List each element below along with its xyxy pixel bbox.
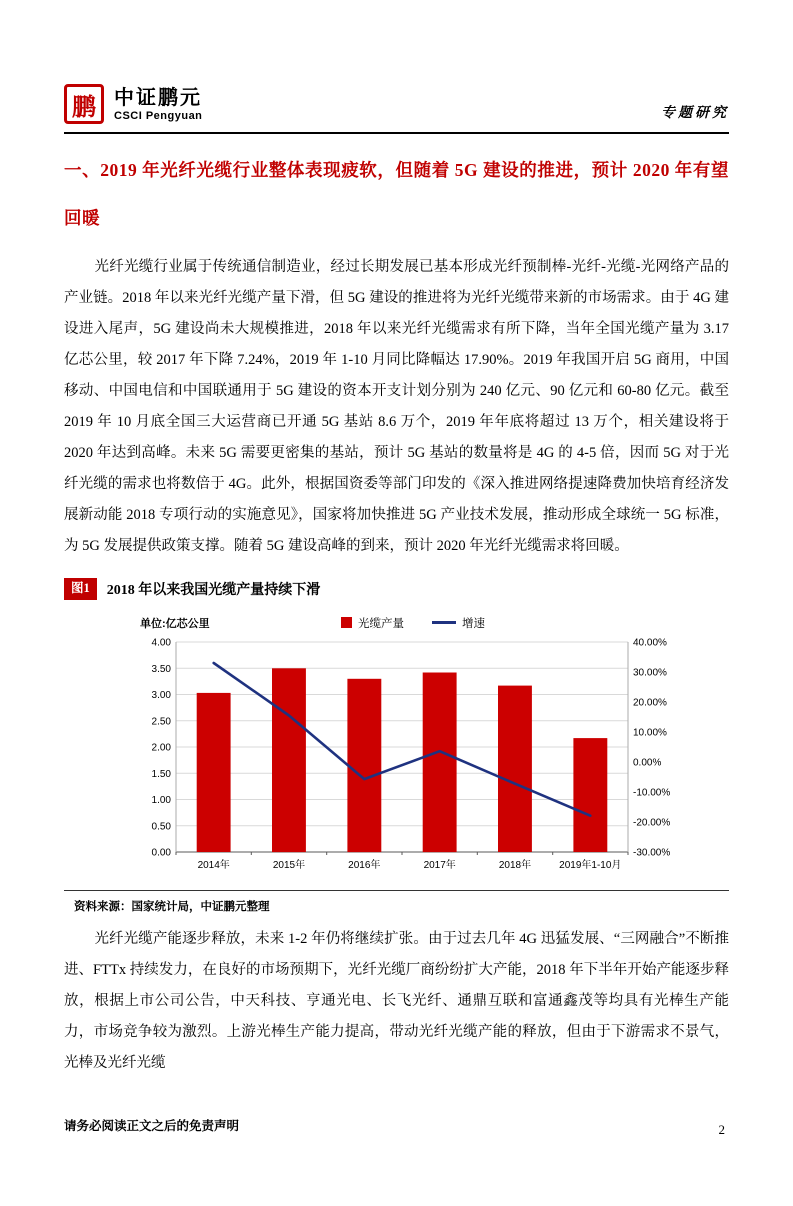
brand-text — [114, 87, 202, 122]
figure-source: 资料来源：国家统计局，中证鹏元整理 — [64, 890, 729, 914]
legend-label-growth: 增速 — [462, 617, 485, 630]
svg-text:-30.00%: -30.00% — [633, 847, 671, 858]
svg-text:-20.00%: -20.00% — [633, 817, 671, 828]
footer-disclaimer: 请务必阅读正文之后的免责声明 — [64, 1119, 240, 1133]
chart-unit-label: 单位:亿芯公里 — [140, 617, 210, 630]
svg-text:1.00: 1.00 — [151, 794, 171, 806]
doc-type-label: 专题研究 — [661, 106, 729, 121]
body-paragraph-2: 光纤光缆产能逐步释放，未来 1-2 年仍将继续扩张。由于过去几年 4G 迅猛发展、“三网融合”不断推进、FTTx 持续发力，在良好的市场预期下，光纤光缆厂商纷纷扩大产能，2018 年下半年开始产能逐步释放，根据上市公司公告，中天科技、亨通光电、长飞光纤、通鼎互联和富通鑫茂等均具有光棒生产能力，市场竞争较为激烈。上游光棒生产能力提高，带动光纤光缆产能的释放，但由于下游需求不景气，光棒及光纤光缆 — [64, 930, 729, 1071]
svg-text:1.50: 1.50 — [151, 768, 171, 780]
legend-label-production: 光缆产量 — [358, 617, 404, 630]
svg-text:2.00: 2.00 — [151, 742, 171, 753]
svg-text:40.00%: 40.00% — [633, 637, 667, 648]
svg-text:2018年: 2018年 — [498, 859, 532, 871]
legend-swatch-growth — [432, 621, 456, 624]
chart-header — [130, 610, 696, 634]
svg-text:20.00%: 20.00% — [633, 697, 667, 708]
svg-text:4.00: 4.00 — [151, 637, 171, 648]
brand-name-en: CSCI Pengyuan — [114, 109, 203, 122]
figure-title: 2018 年以来我国光缆产量持续下滑 — [106, 582, 321, 598]
svg-text:30.00%: 30.00% — [633, 667, 667, 678]
svg-text:2.50: 2.50 — [151, 715, 171, 727]
legend-item-growth — [432, 615, 485, 631]
report-page — [0, 84, 793, 1206]
figure-caption — [64, 578, 729, 600]
svg-text:0.00: 0.00 — [151, 847, 171, 858]
brand-name-cn: 中证鹏元 — [114, 86, 202, 109]
figure-tag: 图1 — [64, 578, 97, 600]
page-number: 2 — [718, 1122, 725, 1137]
chart-legend — [130, 610, 696, 631]
figure-chart — [130, 610, 696, 880]
svg-text:2014年: 2014年 — [197, 859, 230, 871]
legend-item-production — [341, 615, 404, 631]
svg-text:2019年1-10月: 2019年1-10月 — [559, 859, 622, 871]
section-heading: 一、2019 年光纤光缆行业整体表现疲软，但随着 5G 建设的推进，预计 2020 年有望回暖 — [64, 160, 729, 228]
svg-text:-10.00%: -10.00% — [633, 787, 671, 798]
page-header — [64, 84, 729, 134]
svg-text:2015年: 2015年 — [272, 859, 306, 871]
legend-swatch-cable — [341, 617, 352, 628]
brand-logo — [64, 84, 202, 124]
svg-text:2017年: 2017年 — [423, 859, 456, 871]
logo-seal-icon: 鹏 — [64, 84, 104, 124]
svg-text:10.00%: 10.00% — [633, 727, 667, 738]
body-paragraph-1: 光纤光缆行业属于传统通信制造业，经过长期发展已基本形成光纤预制棒-光纤-光缆-光网络产品的产业链。2018 年以来光纤光缆产量下滑，但 5G 建设的推进将为光纤光缆带来新的市场需求。由于 4G 建设进入尾声，5G 建设尚未大规模推进，2018 年以来光纤光缆需求有所下降，当年全国光缆产量为 3.17 亿芯公里，较 2017 年下降 7.24%，2019 年 1-10 月同比降幅达 17.90%。2019 年我国开启 5G 商用，中国移动、中国电信和中国联通用于 5G 建设的资本开支计划分别为 240 亿元、90 亿元和 60-80 亿元。截至 2019 年 10 月底全国三大运营商已开通 5G 基站 8.6 万个，2019 年年底将超过 13 万个，相关建设将于 2020 年达到高峰。未来 5G 需要更密集的基站，预计 5G 基站的数量将是 4G 的 4-5 倍，因而 5G 对于光纤光缆的需求也将数倍于 4G。此外，根据国资委等部门印发的《深入推进网络提速降费加快培育经济发展新动能 2018 专项行动的实施意见》，国家将加快推进 5G 产业技术发展，推动形成全球统一 5G 标准，为 5G 发展提供政策支撑。随着 5G 建设高峰的到来，预计 2020 年光纤光缆需求将回暖。 — [64, 259, 729, 554]
svg-text:3.50: 3.50 — [151, 663, 171, 675]
svg-text:3.00: 3.00 — [151, 689, 171, 701]
svg-text:0.00%: 0.00% — [633, 757, 662, 768]
svg-text:0.50: 0.50 — [151, 820, 171, 832]
production-chart — [130, 634, 696, 880]
svg-text:2016年: 2016年 — [348, 859, 381, 871]
